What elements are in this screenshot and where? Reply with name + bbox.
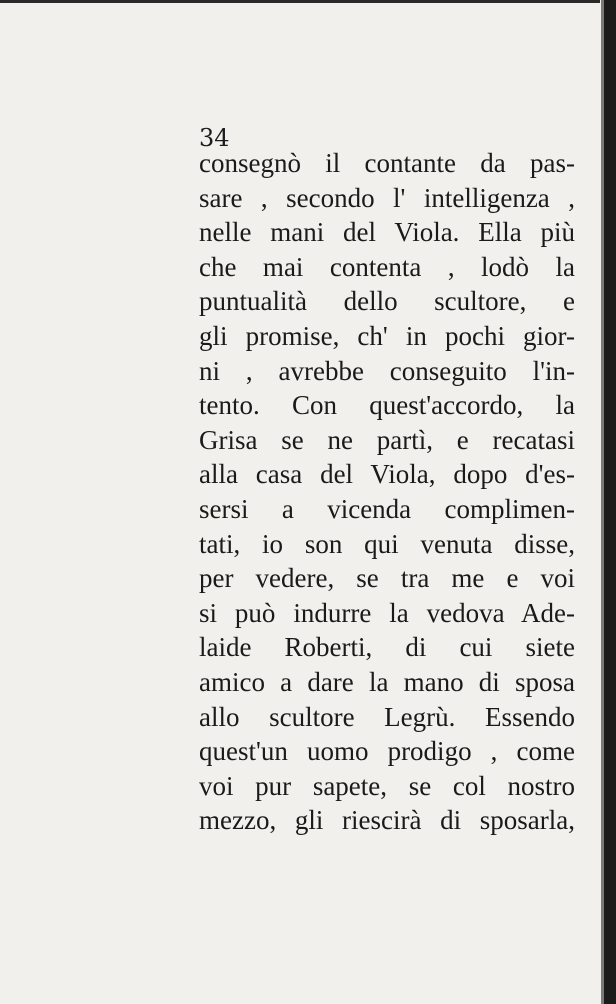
text-line: quest'un uomo prodigo , come <box>199 736 575 767</box>
page-right-edge <box>604 0 616 1004</box>
text-line: allo scultore Legrù. Essendo <box>199 701 575 732</box>
text-line: gli promise, ch' in pochi gior- <box>199 320 575 351</box>
text-line: voi pur sapete, se col nostro <box>199 770 575 801</box>
text-line: nelle mani del Viola. Ella più <box>199 217 575 248</box>
text-line: laide Roberti, di cui siete <box>199 632 575 663</box>
text-line: tati, io son qui venuta disse, <box>199 528 575 559</box>
text-line: mezzo, gli riescirà di sposarla, <box>199 805 575 836</box>
text-line: per vedere, se tra me e voi <box>199 563 575 594</box>
text-line: sare , secondo l' intelligenza , <box>199 182 575 213</box>
text-line: che mai contenta , lodò la <box>199 251 575 282</box>
text-line: Grisa se ne partì, e recatasi <box>199 424 575 455</box>
text-line: consegnò il contante da pas- <box>199 148 575 178</box>
page-top-edge <box>0 0 600 3</box>
text-line: ni , avrebbe conseguito l'in- <box>199 355 575 386</box>
text-line: sersi a vicenda complimen- <box>199 493 575 524</box>
text-line: amico a dare la mano di sposa <box>199 666 575 697</box>
text-line: si può indurre la vedova Ade- <box>199 597 575 628</box>
text-line: alla casa del Viola, dopo d'es- <box>199 459 575 490</box>
body-text <box>199 146 575 838</box>
text-line: tento. Con quest'accordo, la <box>199 390 575 421</box>
text-line: puntualità dello scultore, e <box>199 286 575 317</box>
page-number: 34 <box>199 124 230 152</box>
